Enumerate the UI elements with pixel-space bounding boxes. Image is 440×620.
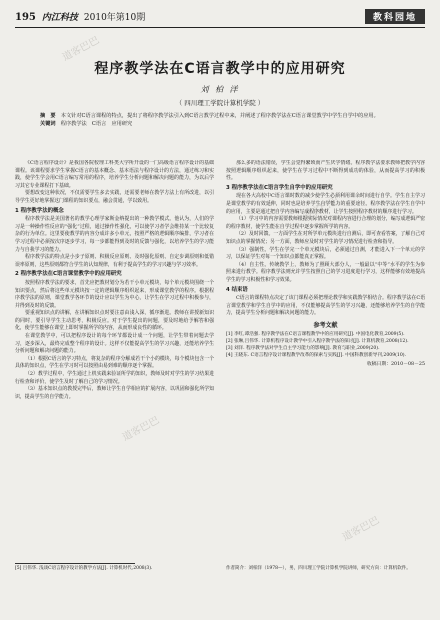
journal-name: 内江科技 — [41, 12, 78, 23]
body-paragraph: （3）强制性。学生在学完一个单元模块后，必须通过自测，才能进入下一个单元的学习，以保证学生对每一个知识点都能真正掌握。 — [226, 246, 425, 261]
received-date: 收稿日期：2010－08－25 — [367, 362, 425, 368]
body-paragraph: 程序教学法的特点是小步子原则、积极反应原则、及时强化原则、自定步调原则和低错误率原则，这些原则都符合学生的认知规律，有利于提高学生的学习兴趣与学习效率。 — [15, 254, 214, 268]
abstract-text: 本文针对C语言课程的特点，提出了将程序教学法引入到C语言教学过程中来，并阐述了程序教学法在C语言课堂教学中学生自学中的应用。 — [60, 113, 379, 119]
left-column — [15, 160, 214, 560]
reference-item: [4] 王晓东. C语言程序设计课程教学改革的探索与实践[J]. 中国科教创新导刊,2009(10). — [226, 353, 407, 359]
article-author: 刘 柏 洋 — [200, 85, 240, 94]
header-rule — [15, 27, 425, 28]
right-column-body — [226, 160, 425, 318]
footnote-rule — [15, 563, 135, 564]
keywords-label: 关键词 — [40, 121, 56, 127]
section-heading: 2 程序教学法在C语言课堂教学中的应用研究 — [15, 271, 122, 278]
article-title: 程序教学法在C语言教学中的应用研究 — [94, 61, 346, 77]
body-paragraph: 在课堂教学中，可以把程序设计的每个环节都设计成一个问题，让学生带着问题去学习，逐步深入，最终完成整个程序的设计。这样不仅能提高学生的学习兴趣，还能培养学生分析问题和解决问题的能力。 — [15, 333, 214, 355]
body-paragraph: （3）基本知识点的教授完毕后，教师让学生自学相应的扩展内容，以巩固和强化所学知识，提高学生的自学能力。 — [15, 386, 214, 400]
body-columns — [15, 160, 425, 560]
body-paragraph: 那么多的语法错误，学生会觉得繁琐而产生厌学情绪。程序教学法要求教师把教学内容按照逻辑顺序组织起来，使学生在学习过程中不断得到成功的体验，从而提高学习的积极性。 — [226, 160, 425, 182]
body-paragraph: （1）学习中的内容需要教师根据实际情况对课程内容进行合理的划分，编写成逻辑严密的程序教材，使学生能在自学过程中逐步掌握所学的内容。 — [226, 216, 425, 230]
abstract-label: 摘 要 — [40, 113, 56, 119]
body-paragraph: （4）自主性。传统教学上，教师为了照顾大部分人，一般最以“中等”水平的学生为参照来进行教学。程序教学法则允许学生按照自己的学习进度进行学习，这样能够有效地提高学生的学习积极性和学习效果。 — [226, 261, 425, 283]
body-paragraph: （2）及时回馈。一方面学生在对所学单元模块进行自测后，即可查看答案，了解自己对知识点的掌握情况；另一方面，教师应及时对学生的学习情况进行检查和指导。 — [226, 231, 425, 245]
article-affiliation: （ 四川理工学院计算机学院 ） — [175, 99, 265, 107]
watermark: 道客巴巴 — [340, 515, 382, 544]
section-heading: 1 程序教学法的概念 — [15, 207, 64, 214]
footnote-right: 作者简介：刘柏洋（1978—），男，四川理工学院计算机学院讲师，研究方向：计算机软件。 — [226, 566, 411, 571]
references-list — [226, 331, 425, 359]
footnotes — [15, 566, 425, 573]
section-badge: 教科园地 — [365, 9, 425, 24]
footnote-left: [5] 吕伟华. 浅谈C语言程序设计的教学方法[J]. 计算机时代,2008(3). — [15, 566, 153, 571]
body-paragraph: 《C语言程序设计》是我国各院校理工科类大学所开设的一门高级语言程序设计的基础课程。该课程要求学生掌握C语言的基本概念、基本语法与程序设计的方法，通过练习和实践，使学生学会用C语言编写常用的程序，培养学生分析问题和解决问题的能力，为以后学习其它专业课程打下基础。 — [15, 160, 214, 189]
keywords-text: 程序教学法 C语言 应用研究 — [60, 121, 133, 127]
body-paragraph: 要重视知识点的讲解，在讲解知识点时要注意由浅入深，循序渐进。教师在讲授新知识的同时，要引导学生主动思考，积极反应。对于学生提出的问题，要及时地给予解答和强化，使学生能够在课堂上即时掌握所学的内容，从而形成良性的循环。 — [15, 310, 214, 332]
body-paragraph: （1）根据C语言的学习特点，将复杂的程序分解成若干个小的模块，每个模块包含一个具体的知识点，学生在学习时可以按照由易到难的顺序逐个掌握。 — [15, 355, 214, 370]
body-paragraph: 按照程序教学法的要求，首先应把教材划分为若干小单元模块，每个单元模块围绕一个知识要点，然后将这些单元模块按一定的逻辑顺序组织起来，形成课堂教学的程序。根据程序教学法的原则，课堂教学各环节的设计应以学生为中心，让学生在学习过程中积极参与，并得到及时的反馈。 — [15, 279, 214, 309]
right-column — [226, 160, 425, 560]
references-heading: 参考文献 — [313, 321, 338, 329]
page-number: 195 — [15, 11, 36, 23]
reference-item: [2] 张琳,吕伟华. 计算机程序设计教学中引入程序教学法的探讨[J]. 计算机教育,2008(12). — [226, 339, 409, 345]
body-paragraph: 要想改变这种状况，不仅需要学生多去实践，还需要老师在教学方法上有所改进，以引导学生更好地掌握这门课程的知识要点，融会贯通，学以致用。 — [15, 190, 214, 204]
reference-item: [3] 刘洋. 程序教学法对学生自主学习能力的影响[J]. 教育与职业,2009(20). — [226, 346, 380, 352]
journal-issue: 2010年第10期 — [83, 12, 146, 23]
reference-item: [1] 李红,谭浩强. 程序教学法在C语言课程教学中的应用研究[J]. 中国电化教育,2009(5). — [226, 332, 405, 338]
section-heading: 4 结束语 — [226, 286, 248, 293]
page-header — [15, 8, 425, 24]
body-paragraph: 现在各大高校中C语言课时数的减少使学生必须利用课余时间进行自学。学生自主学习是课堂教学的有效延伸，同时也是培养学生自学能力的重要途径。程序教学法在学生自学中的应用，主要是通过把自学内容编写成程序教材，让学生按照程序教材的顺序进行学习。 — [226, 193, 425, 215]
watermark: 道客巴巴 — [60, 35, 102, 64]
watermark: 道客巴巴 — [300, 195, 342, 224]
body-paragraph: （2）教学过程中，学生通过上机实践来验证所学的知识，教师及时对学生的学习结果进行检查和评价，使学生及时了解自己的学习情况。 — [15, 371, 214, 385]
watermark: 道客巴巴 — [120, 415, 162, 444]
body-paragraph: 程序教学法是美国著名的教学心理学家斯金纳提出的一种教学模式。他认为，人们的学习是一种操作性反应的“强化”过程，通过操作性强化，可以使学习者学会维持某一个比较复杂的行为单位。这里要使教学的内容分成许多小单元，按照严格的逻辑顺序编排，学习者在学习过程中必须按次序逐步学习，每一步都能得到及时的反馈与强化，以培养学生的学习能力与自我学习的能力。 — [15, 216, 214, 253]
body-paragraph: C语言的课程特点决定了该门课程必须把理论教学和实践教学相结合。程序教学法在C语言课堂教学和学生自学中的应用，不仅能够提高学生的学习兴趣，还能够培养学生的自学能力，提高学生分析问题和解决问题的能力。 — [226, 295, 425, 317]
section-heading: 3 程序教学法在C语言学生自学中的应用研究 — [226, 184, 333, 191]
abstract-block — [40, 112, 400, 128]
